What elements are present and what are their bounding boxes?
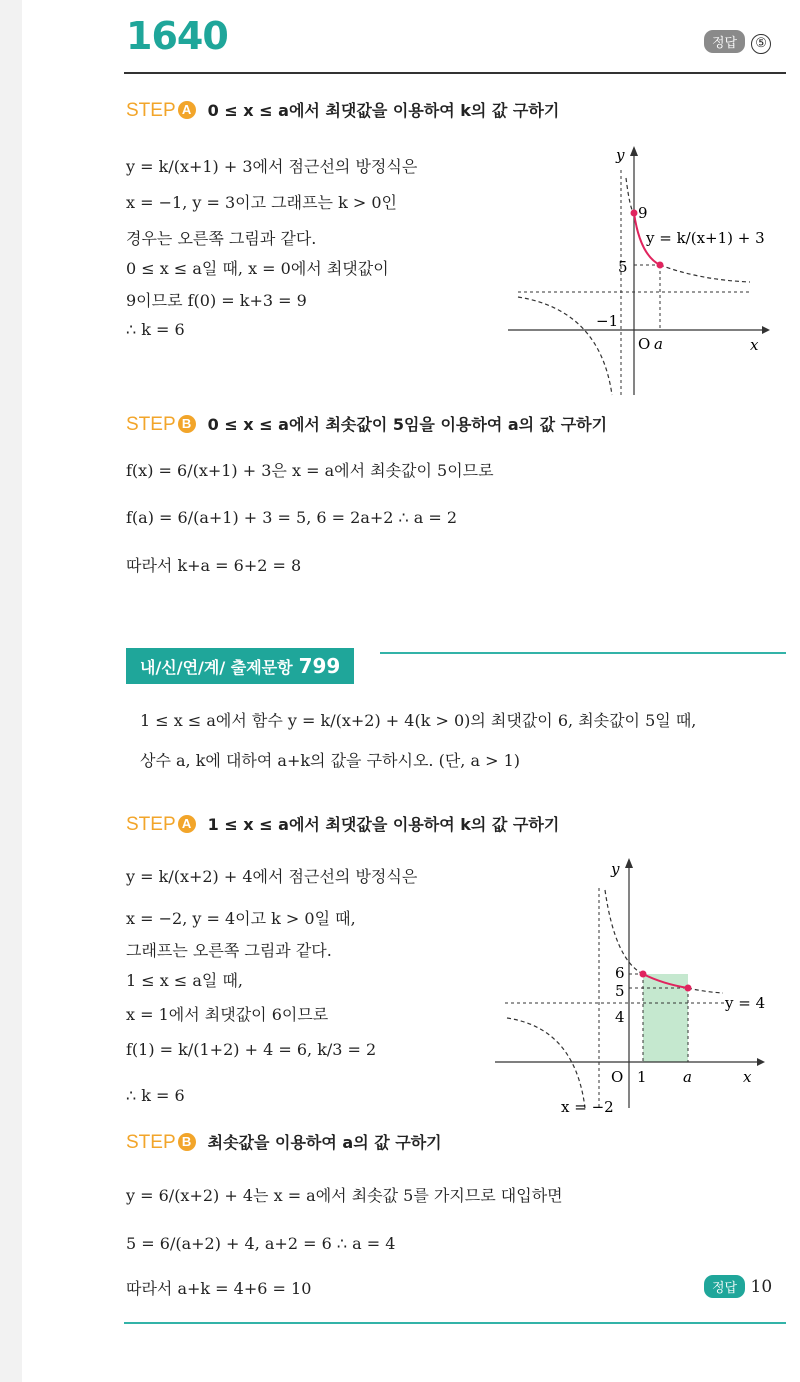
step-a-heading-1 <box>126 98 559 122</box>
a-label: a <box>683 1068 692 1086</box>
problem-box-header <box>126 648 354 684</box>
step-b-heading-2 <box>126 1130 442 1154</box>
max-point <box>640 971 647 978</box>
y-axis-label: y <box>616 146 625 164</box>
answer-pill: 정답 <box>704 30 745 53</box>
s2b-line: 따라서 a+k = 4+6 = 10 <box>126 1279 312 1298</box>
min-point <box>657 262 664 269</box>
problem-line: 1 ≤ x ≤ a에서 함수 y = k/(x+2) + 4(k > 0)의 최댓값이 6, 최솟값이 5일 때, <box>140 711 697 730</box>
s1-line: 경우는 오른쪽 그림과 같다. <box>126 229 317 248</box>
min-point <box>685 985 692 992</box>
step-word: STEP <box>126 814 176 835</box>
final-answer-value: 10 <box>750 1277 773 1297</box>
label-6: 6 <box>615 964 625 982</box>
step-b-heading-1 <box>126 412 607 436</box>
asymptote-y-label: y = 4 <box>725 994 766 1012</box>
bottom-rule <box>124 1322 786 1324</box>
x-axis-label: x <box>750 336 759 354</box>
label-9: 9 <box>638 204 648 222</box>
step-a-heading-2 <box>126 812 559 836</box>
final-answer-pill: 정답 <box>704 1275 745 1298</box>
header-rule <box>124 72 786 74</box>
problem-box-rule <box>380 652 786 654</box>
graph-2 <box>495 850 790 1125</box>
s2-line: y = k/(x+2) + 4에서 점근선의 방정식은 <box>126 867 418 886</box>
step-b-title: 최솟값을 이용하여 a의 값 구하기 <box>207 1133 442 1152</box>
problem-line: 상수 a, k에 대하여 a+k의 값을 구하시오. (단, a > 1) <box>140 751 520 770</box>
s1b-line: f(x) = 6/(x+1) + 3은 x = a에서 최솟값이 5이므로 <box>126 461 494 480</box>
s2b-line: y = 6/(x+2) + 4는 x = a에서 최솟값 5를 가지므로 대입하면 <box>126 1186 563 1205</box>
step-a-badge: A <box>178 101 196 119</box>
y-axis-arrow <box>630 146 638 156</box>
y-axis-label: y <box>611 860 620 878</box>
x-axis-label: x <box>743 1068 752 1086</box>
answer-indicator <box>704 30 771 54</box>
step-a-badge: A <box>178 815 196 833</box>
s2-line: x = 1에서 최댓값이 6이므로 <box>126 1005 329 1024</box>
step-b-title: 0 ≤ x ≤ a에서 최솟값이 5임을 이용하여 a의 값 구하기 <box>207 415 608 434</box>
curve-branch <box>507 1018 585 1108</box>
curve-branch <box>688 988 723 993</box>
a-label: a <box>654 335 663 353</box>
label-neg-1: −1 <box>596 312 619 330</box>
label-1: 1 <box>637 1068 647 1086</box>
label-5: 5 <box>615 982 625 1000</box>
asymptote-x-label: x = −2 <box>561 1098 614 1116</box>
s1-line: y = k/(x+1) + 3에서 점근선의 방정식은 <box>126 157 418 176</box>
label-5: 5 <box>618 258 628 276</box>
s2-line: f(1) = k/(1+2) + 4 = 6, k/3 = 2 <box>126 1040 377 1059</box>
s2-line: x = −2, y = 4이고 k > 0일 때, <box>126 909 356 928</box>
curve-branch <box>605 890 643 974</box>
s1-line: 9이므로 f(0) = k+3 = 9 <box>126 291 307 310</box>
curve-equation: y = k/(x+1) + 3 <box>646 229 765 247</box>
x-axis-arrow <box>762 326 770 334</box>
x-axis-arrow <box>757 1058 765 1066</box>
step-b-badge: B <box>178 1133 196 1151</box>
page-binding-strip <box>0 0 22 1382</box>
s2-line: ∴ k = 6 <box>126 1086 185 1105</box>
s1-line: x = −1, y = 3이고 그래프는 k > 0인 <box>126 193 397 212</box>
origin-label: O <box>611 1068 624 1086</box>
problem-number: 1640 <box>126 14 228 58</box>
origin-label: O <box>638 335 651 353</box>
s1b-line: 따라서 k+a = 6+2 = 8 <box>126 556 302 575</box>
s2-line: 그래프는 오른쪽 그림과 같다. <box>126 941 332 960</box>
step-b-badge: B <box>178 415 196 433</box>
s1b-line: f(a) = 6/(a+1) + 3 = 5, 6 = 2a+2 ∴ a = 2 <box>126 508 458 527</box>
problem-box-title: 내/신/연/계/ 출제문항 <box>140 658 293 677</box>
s1-line: 0 ≤ x ≤ a일 때, x = 0에서 최댓값이 <box>126 259 389 278</box>
s2-line: 1 ≤ x ≤ a일 때, <box>126 971 243 990</box>
problem-box-number: 799 <box>298 654 341 678</box>
graph-1 <box>500 140 790 402</box>
max-point <box>631 210 638 217</box>
y-axis-arrow <box>625 858 633 868</box>
step-word: STEP <box>126 1132 176 1153</box>
s1-line: ∴ k = 6 <box>126 320 185 339</box>
step-a-title: 0 ≤ x ≤ a에서 최댓값을 이용하여 k의 값 구하기 <box>207 101 560 120</box>
step-a-title: 1 ≤ x ≤ a에서 최댓값을 이용하여 k의 값 구하기 <box>207 815 560 834</box>
label-4: 4 <box>615 1008 625 1026</box>
curve-branch <box>660 265 750 282</box>
final-answer <box>704 1275 772 1298</box>
step-word: STEP <box>126 100 176 121</box>
curve-branch <box>626 178 634 213</box>
answer-choice: ⑤ <box>751 34 771 54</box>
step-word: STEP <box>126 414 176 435</box>
s2b-line: 5 = 6/(a+2) + 4, a+2 = 6 ∴ a = 4 <box>126 1234 396 1253</box>
